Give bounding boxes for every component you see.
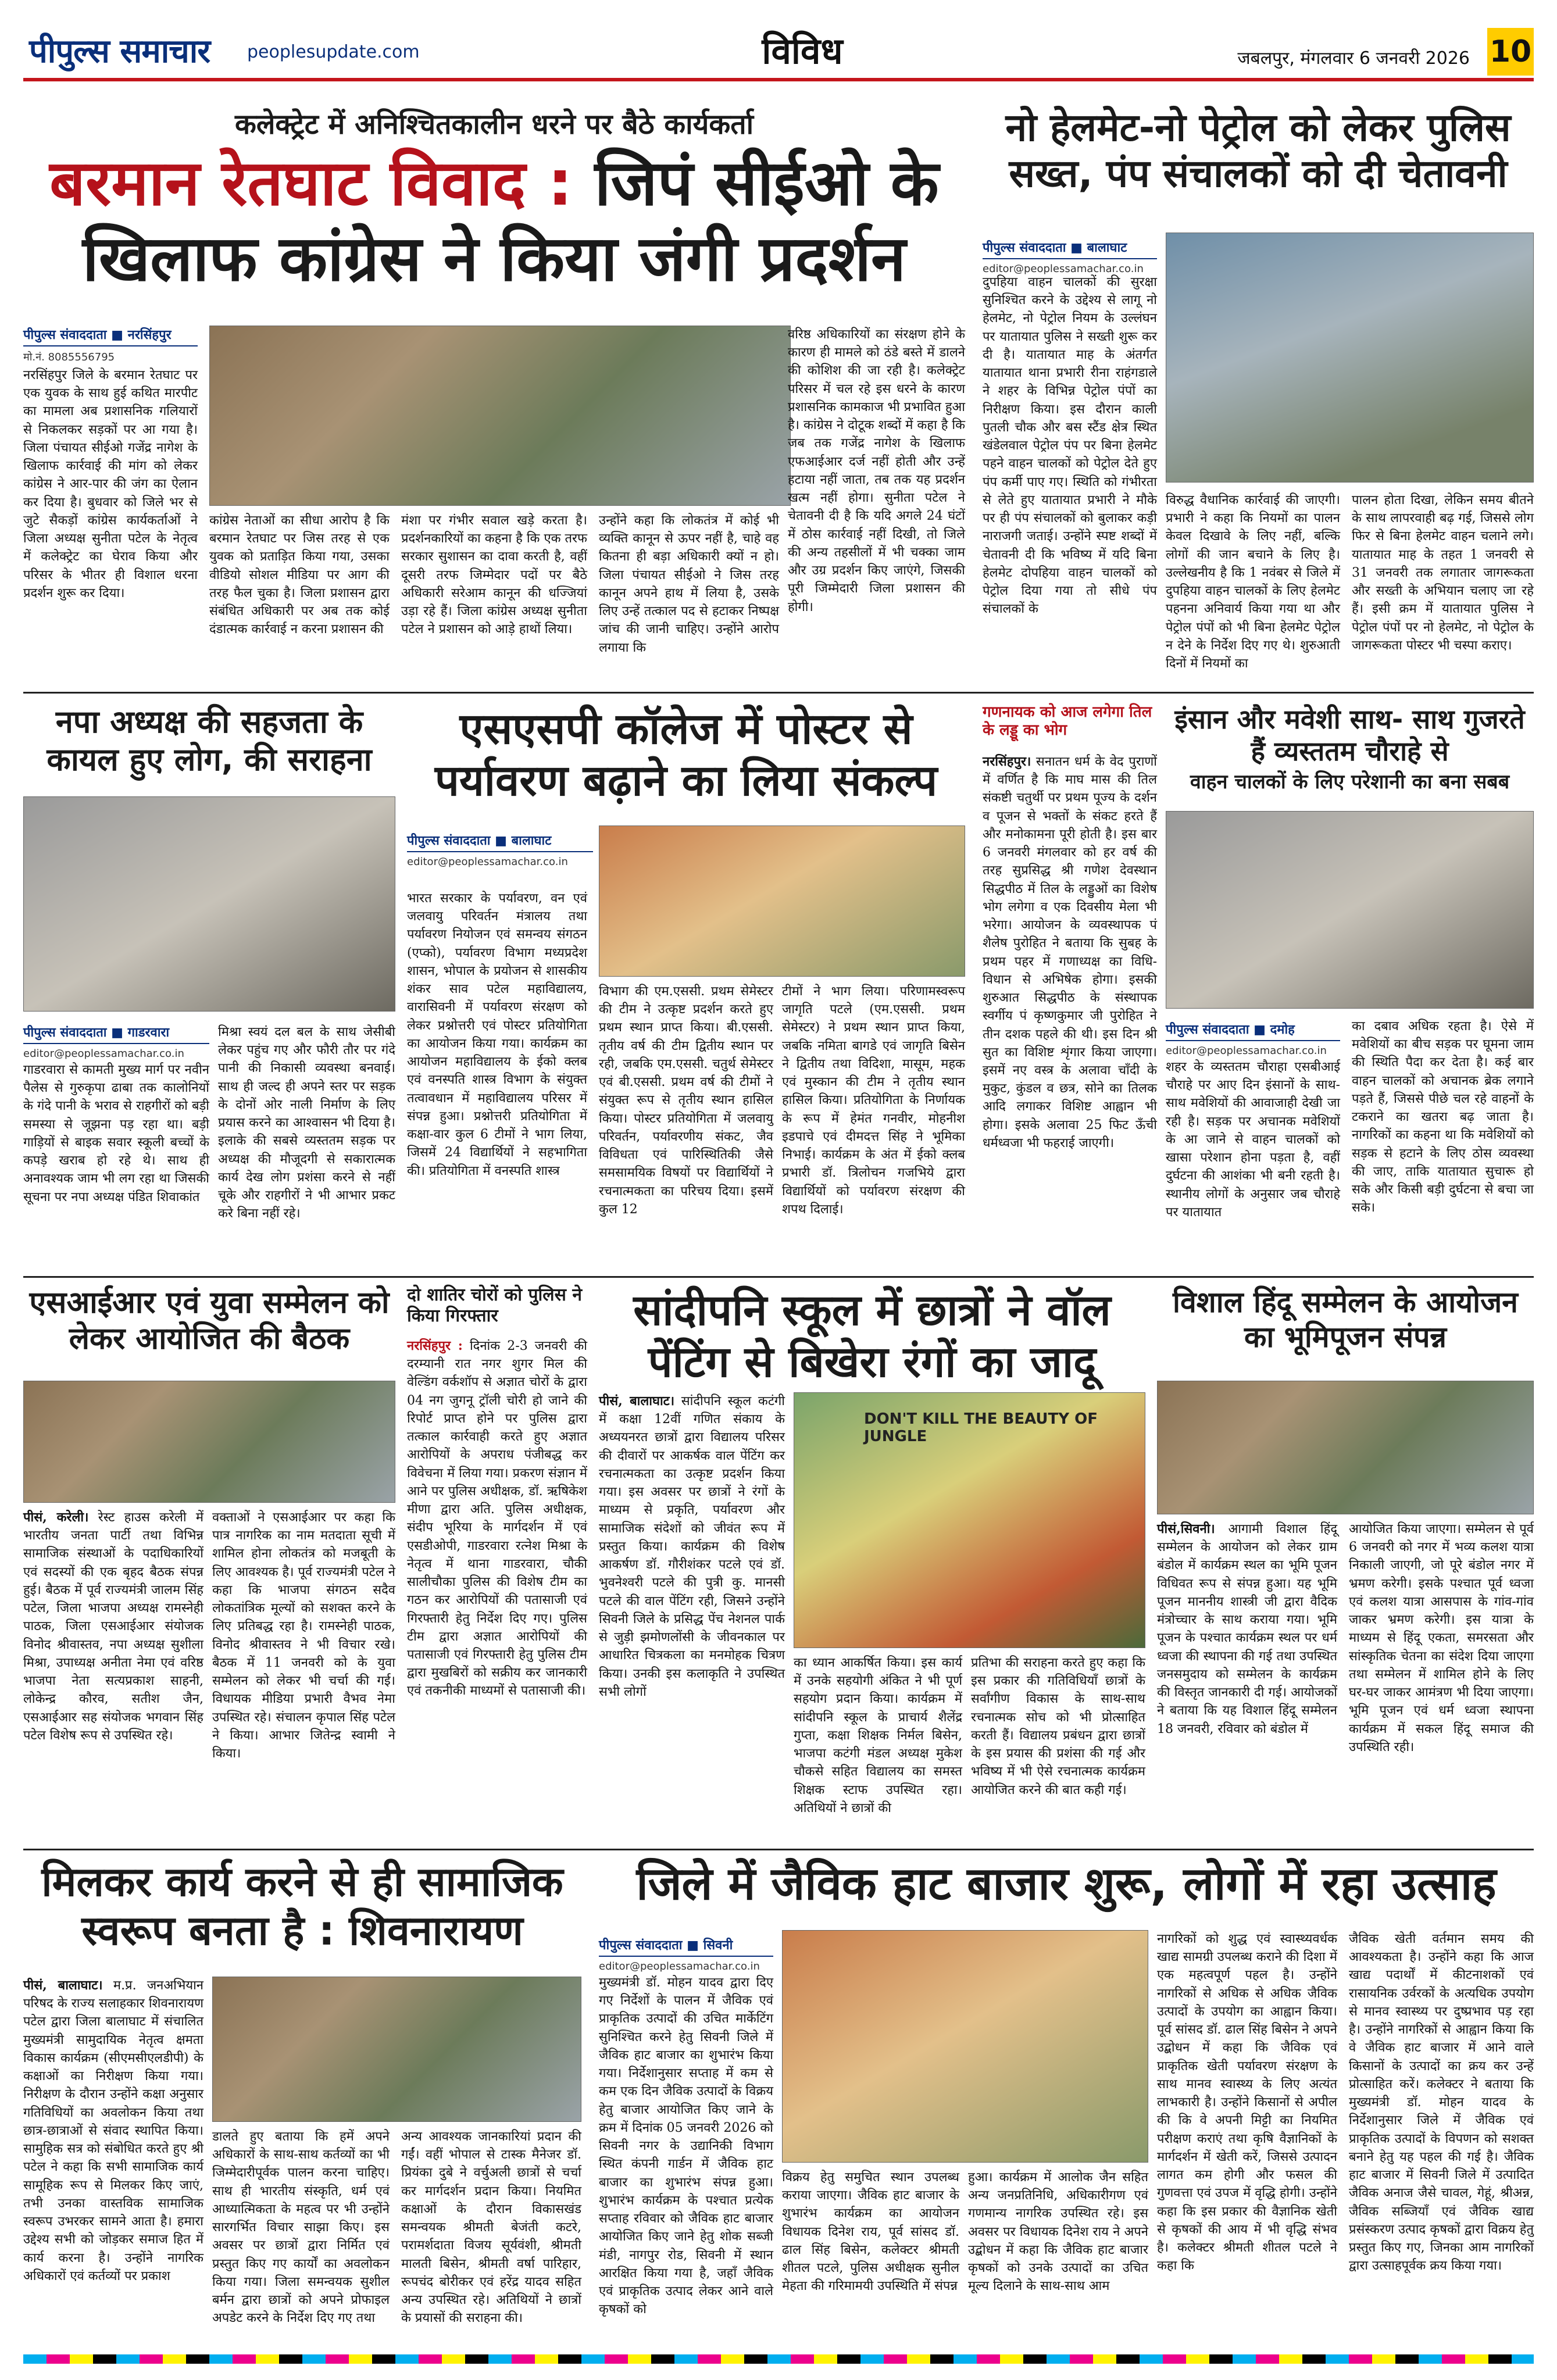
story-column: जैविक खेती वर्तमान समय की आवश्यकता है। उन्होंने कहा कि आज खाद्य पदार्थों में कीटनाशकों एवं रासायनिक उर्वरकों के अत्यधिक उपयोग से मानव स्वास्थ्य पर दुष्प्रभाव पड़ रहा है। उन्होंने नागरिकों से आह्वान किया कि वे जैविक हाट बाजार में आने वाले किसानों के उत्पादों का क्रय कर उन्हें प्रोत्साहित करें। कलेक्टर ने बताया कि मुख्यमंत्री डॉ. मोहन यादव के निर्देशानुसार जिले में जैविक एवं प्राकृतिक उत्पादों के विपणन को सशक्त बनाने हेतु यह पहल की गई है। जैविक हाट बाजार में सिवनी जिले में उत्पादित जैविक अनाज जैसे चावल, गेहूं, श्रीअन्न, जैविक सब्जियाँ एवं जैविक खाद्य प्रसंस्करण उत्पाद कृषकों द्वारा विक्रय हेतु प्रस्तुत किए गए, जिनका आम नागरिकों द्वारा उत्साहपूर्वक क्रय किया गया। [1349, 1932, 1534, 2274]
dateline: पीसं, करेली। [23, 1510, 89, 1525]
bhoomipujan-photo [1157, 1381, 1534, 1514]
section-title: विविध [762, 30, 843, 72]
story-headline: दो शातिर चोरों को पुलिस ने किया गिरफ्तार [407, 1285, 582, 1326]
classroom-photo [212, 1977, 581, 2122]
byline: पीपुल्स संवाददाता ■ गाडरवारा [23, 1021, 209, 1044]
story-column: गाडरवारा से कामती मुख्य मार्ग पर नवीन पैलेस से गुरुकृपा ढाबा तक कालोनियों के गंदे पानी के भराव से राहगीरों को बड़ी समस्या से जूझना पड़ रहा था। बड़ी गाड़ियों से बाइक सवार स्कूली बच्चों के कपड़े खराब हो रहे थे। साथ ही अनावश्यक जाम भी लग रहा था जिसकी सूचना पर नपा अध्यक्ष पंडित शिवाकांत [23, 1063, 209, 1205]
story-text: रेस्ट हाउस करेली में भारतीय जनता पार्टी तथा विभिन्न सामाजिक संस्थाओं के पदाधिकारियों एवं सदस्यों की एक बृहद बैठक संपन्न हुई। बैठक में पूर्व राज्यमंत्री जालम सिंह पटेल, जिला भाजपा अध्यक्ष रामस्नेही पाठक, जिला एसआईआर संयोजक विनोद श्रीवास्तव, नपा अध्यक्ष सुशीला मिश्रा, उपाध्यक्ष अनीता नेमा एवं वरिष्ठ भाजपा नेता सत्यप्रकाश साहनी, लोकेन्द्र कौरव, सतीश जैन, एसआईआर सह संयोजक भगवान सिंह पटेल विशेष रूप से उपस्थित रहे। [23, 1510, 203, 1743]
story-column: हुआ। कार्यक्रम में आलोक जैन सहित अन्य जनप्रतिनिधि, अधिकारीगण एवं गणमान्य नागरिक उपस्थित रहे। इस अवसर पर विधायक दिनेश राय ने अपने उद्बोधन में कहा कि जैविक हाट बाजार कृषकों को उनके उत्पादों का उचित मूल्य दिलाने के साथ-साथ आम [968, 2170, 1148, 2294]
petrol-pump-photo [1166, 233, 1534, 483]
story-column: का ध्यान आकर्षित किया। इस कार्य में उनके सहयोगी अंकित ने भी पूर्ण सहयोग प्रदान किया। कार्यक्रम में सांदीपनि स्कूल के प्राचार्य शैलेंद्र गुप्ता, कक्षा शिक्षक निर्मल बिसेन, भाजपा कटंगी मंडल अध्यक्ष मुकेश चौकसे सहित विद्यालय का समस्त शिक्षक स्टाफ उपस्थित रहा। अतिथियों ने छात्रों की [794, 1656, 962, 1816]
byline: पीपुल्स संवाददाता ■ दमोह [1166, 1018, 1340, 1041]
story-column: उन्होंने कहा कि लोकतंत्र में कोई भी व्यक्ति कानून से ऊपर नहीं है, चाहे वह कितना ही बड़ा अधिकारी क्यों न हो। जिला पंचायत सीईओ ने जिस तरह कानून अपने हाथ में लिया है, उसके लिए उन्हें तत्काल पद से हटाकर निष्पक्ष जांच की जानी चाहिए। उन्होंने आरोप लगाया कि [599, 513, 779, 655]
mural-text: DON'T KILL THE BEAUTY OF JUNGLE [864, 1410, 1098, 1445]
story-text: आगामी विशाल हिंदू सम्मेलन के आयोजन को लेकर ग्राम बंडोल में कार्यक्रम स्थल का भूमि पूजन विधिवत रूप से संपन्न हुआ। यह भूमि पूजन माननीय शास्त्री जी द्वारा वैदिक मंत्रोच्चार के साथ कराया गया। भूमि पूजन के पश्चात कार्यक्रम स्थल पर धर्म ध्वजा की स्थापना की गई तथा उपस्थित जनसमुदाय को सम्मेलन के कार्यक्रम की विस्तृत जानकारी दी गई। आयोजकों ने बताया कि यह विशाल हिंदू सम्मेलन 18 जनवरी, रविवार को बंडोल में [1157, 1522, 1337, 1736]
story-headline: जिले में जैविक हाट बाजार शुरू, लोगों में रहा उत्साह [636, 1858, 1497, 1910]
phone: मो.नं. 8085556795 [23, 351, 115, 363]
story-kicker: कलेक्ट्रेट में अनिश्चितकालीन धरने पर बैठे कार्यकर्ता [234, 108, 754, 141]
story-headline: गणनायक को आज लगेगा तिल के लड्डू का भोग [983, 703, 1152, 739]
story-text: सनातन धर्म के वेद पुराणों में वर्णित है कि माघ मास की तिल संकष्टी चतुर्थी पर प्रथम पूज्य के दर्शन व पूजन से भक्तों के संकट हरते हैं और मनोकामना पूरी होती है। इस बार 6 जनवरी मंगलवार को हर वर्ष की तरह सुप्रसिद्ध श्री गणेश देवस्थान सिद्धपीठ में तिल के लड्डुओं का विशेष भोग लगेगा व एक दिवसीय मेला भी भरेगा। आयोजन के व्यवस्थापक पं शैलेष पुरोहित ने बताया कि सुबह के प्रथम पहर में गणाध्यक्ष का विधि-विधान से अभिषेक होगा। इसकी शुरुआत सिद्धपीठ के संस्थापक स्वर्गीय पं कृष्णकुमार जी पुरोहित ने तीन दशक पहले की थी। इस दिन श्री सुत का विशिष्ट शृंगार किया जाएगा। इसमें नए वस्त्र के अलावा चाँदी के मुकुट, कुंडल व छत्र, सोने का तिलक आदि लगाकर विशिष्ट आह्वान भी होगा। इसके अलावा 25 फिट ऊँची धर्मध्वजा भी फहराई जाएगी। [983, 755, 1157, 1150]
byline: पीपुल्स संवाददाता ■ बालाघाट [407, 829, 593, 852]
story-column: वक्ताओं ने एसआईआर पर कहा कि पात्र नागरिक का नाम मतदाता सूची में शामिल होना लोकतंत्र को मजबूती के लिए आवश्यक है। पूर्व राज्यमंत्री पटेल ने कहा कि भाजपा संगठन सदैव लोकतांत्रिक मूल्यों को सशक्त करने के लिए प्रतिबद्ध रहा है। रामस्नेही पाठक, विनोद श्रीवास्तव ने भी विचार रखे। बैठक में 11 जनवरी को के युवा सम्मेलन को लेकर भी चर्चा की गई। विधायक मीडिया प्रभारी वैभव नेमा उपस्थित रहे। संचालन कृपाल सिंह पटेल ने किया। आभार जितेन्द्र स्वामी ने किया। [212, 1510, 395, 1761]
story-napa-byline [23, 1017, 209, 1058]
edition-date: जबलपुर, मंगलवार 6 जनवरी 2026 [1237, 48, 1470, 69]
headline-main: जिपं सीईओ के खिलाफ कांग्रेस ने किया जंगी प्रदर्शन [82, 147, 939, 295]
divider [23, 692, 1534, 694]
wall-painting-photo [794, 1392, 1145, 1648]
story-column: टीमों ने भाग लिया। परिणामस्वरूप जागृति पटले (एम.एससी. प्रथम सेमेस्टर) ने प्रथम स्थान प्राप्त किया, जबकि नमिता बागडे एवं जागृति बिसेन ने द्वितीय तथा विदिशा, मासूम, महक एवं मुस्कान की टीम ने तृतीय स्थान हासिल किया। प्रतियोगिता के निर्णायक के रूप में हेमंत गनवीर, मोहनीश इडपाचे एवं दीमदत्त सिंह ने भूमिका निभाई। कार्यक्रम के अंत में ईको क्लब प्रभारी डॉ. त्रिलोचन गजभिये द्वारा विद्यार्थियों को पर्यावरण संरक्षण की शपथ दिलाई। [782, 984, 965, 1217]
story-organic-byline [599, 1930, 773, 1971]
byline: पीपुल्स संवाददाता ■ बालाघाट [983, 236, 1157, 259]
masthead [23, 23, 1534, 81]
story-column: शहर के व्यस्ततम चौराहा एसबीआई चौराहे पर आए दिन इंसानों के साथ-साथ मवेशियों की आवाजाही देखी जा रही है। सड़क पर अचानक मवेशियों के आ जाने से वाहन चालकों को खासा परेशान होना पड़ता है, वहीं दुर्घटना की आशंका भी बनी रहती है। स्थानीय लोगों के अनुसार जब चौराहे पर यातायात [1166, 1060, 1340, 1220]
email: editor@peoplessamachar.co.in [407, 856, 568, 868]
story-cattle [1166, 703, 1534, 808]
color-registration-bar [23, 2354, 1534, 2364]
story-column: कांग्रेस नेताओं का सीधा आरोप है कि बरमान रेतघाट पर जिस तरह से एक युवक को प्रताड़ित किया गया, उसका वीडियो सोशल मीडिया पर आग की तरह फैल चुका है। जिला प्रशासन द्वारा संबंधित अधिकारी पर अब तक कोई दंडात्मक कार्रवाई न करना प्रशासन की [209, 513, 390, 637]
dateline: नरसिंहपुर : [407, 1338, 463, 1353]
story-column: दुपहिया वाहन चालकों की सुरक्षा सुनिश्चित करने के उद्देश्य से लागू नो हेलमेट, नो पेट्रोल नियम के उल्लंघन पर यातायात पुलिस ने सख्ती शुरू कर दी है। यातायात माह के अंतर्गत यातायात थाना प्रभारी रीना राहंगडाले ने शहर के विभिन्न पेट्रोल पंपों का निरीक्षण किया। इस दौरान काली पुतली चौक और बस स्टैंड क्षेत्र स्थित खंडेलवाल पेट्रोल पंप पर बिना हेलमेट पहने वाहन चालकों को पेट्रोल देते हुए पंप कर्मी पाए गए। स्थिति को गंभीरता से लेते हुए यातायात प्रभारी ने मौके पर ही पंप संचालकों को बुलाकर कड़ी नाराजगी जताई। उन्होंने स्पष्ट शब्दों में चेतावनी दी कि भविष्य में यदि बिना हेलमेट दोपहिया वाहन चालकों को पेट्रोल दिया गया तो सीधे पंप संचालकों के [983, 275, 1157, 617]
story-ganesh [983, 703, 1157, 750]
byline: पीपुल्स संवाददाता ■ सिवनी [599, 1934, 773, 1957]
organic-market-photo [782, 1930, 1148, 2163]
story-no-helmet-byline [983, 233, 1157, 273]
story-column: अन्य आवश्यक जानकारियां प्रदान की गईं। वहीं भोपाल से टास्क मैनेजर डॉ. प्रियंका दुबे ने वर्चुअली छात्रों से चर्चा कर मार्गदर्शन प्रदान किया। नियमित कक्षाओं के दौरान विकासखंड समन्वयक श्रीमती बेजंती कटरे, परामर्शदाता विजय सूर्यवंशी, श्रीमती मालती बिसेन, श्रीमती वर्षा पारिहार, रूपचंद बोरीकर एवं हरेंद्र यादव सहित अन्य उपस्थित रहे। अतिथियों ने छात्रों के प्रयासों की सराहना की। [401, 2129, 581, 2326]
story-column [23, 1977, 203, 2349]
story-headline: सांदीपनि स्कूल में छात्रों ने वॉल पेंटिंग से बिखेरा रंगों का जादू [633, 1285, 1111, 1387]
story-no-helmet [983, 105, 1534, 244]
story-barman-byline [23, 320, 198, 363]
email: editor@peoplessamachar.co.in [599, 1960, 760, 1972]
road-drain-photo [23, 796, 395, 1012]
story-napa [23, 703, 395, 796]
story-headline: मिलकर कार्य करने से ही सामाजिक स्वरूप बनता है : शिवनारायण [41, 1858, 563, 1954]
story-column: नागरिकों को शुद्ध एवं स्वास्थ्यवर्धक खाद्य सामग्री उपलब्ध कराने की दिशा में एक महत्वपूर्ण पहल है। उन्होंने नागरिकों से अधिक से अधिक जैविक उत्पादों के उपयोग का आह्वान किया। पूर्व सांसद डॉ. ढाल सिंह बिसेन ने अपने उद्बोधन में कहा कि जैविक एवं प्राकृतिक खेती पर्यावरण संरक्षण के साथ मानव स्वास्थ्य के लिए अत्यंत लाभकारी है। उन्होंने किसानों से अपील की कि वे अपनी मिट्टी का नियमित परीक्षण कराएं तथा कृषि वैज्ञानिकों के मार्गदर्शन में खेती करें, जिससे उत्पादन लागत कम होगी और फसल की गुणवत्ता एवं उपज में वृद्धि होगी। उन्होंने कहा कि इस प्रकार की वैज्ञानिक खेती से कृषकों की आय में भी वृद्धि संभव है। कलेक्टर श्रीमती शीतल पटले ने कहा कि [1157, 1932, 1337, 2274]
story-column: का दबाव अधिक रहता है। ऐसे में मवेशियों का बीच सड़क पर घूमना जाम की स्थिति पैदा कर देता है। कई बार वाहन चालकों को अचानक ब्रेक लगाने पड़ते हैं, जिससे पीछे चल रहे वाहनों के टकराने का खतरा बढ़ जाता है। नागरिकों का कहना था कि मवेशियों को सड़क से हटाने के लिए ठोस व्यवस्था की जाए, ताकि यातायात सुचारू हो सके और किसी बड़ी दुर्घटना से बचा जा सके। [1352, 1019, 1534, 1216]
story-column: नरसिंहपुर जिले के बरमान रेतघाट पर एक युवक के साथ हुई कथित मारपीट का मामला अब प्रशासनिक गलियारों से निकलकर सड़कों पर आ गया है। जिला पंचायत सीईओ गजेंद्र नागेश के खिलाफ कार्रवाई की मांग को लेकर कांग्रेस ने आर-पार की जंग का ऐलान कर दिया है। बुधवार को जिले भर से जुटे सैकड़ों कांग्रेस कार्यकर्ताओं ने जिला अध्यक्ष सुनीता पटेल के नेतृत्व में कलेक्ट्रेट का घेराव किया और परिसर के भीतर ही विशाल धरना प्रदर्शन शुरू कर दिया। [23, 368, 198, 601]
story-column [407, 1337, 587, 1840]
story-text: दिनांक 2-3 जनवरी की दरम्यानी रात नगर शुगर मिल की वेल्डिंग वर्कशॉप से अज्ञात चोरों के द्वारा 04 नग जुगनू ट्रॉली चोरी हो जाने की रिपोर्ट प्राप्त होने पर पुलिस द्वारा तत्काल कार्रवाही करते हुए अज्ञात आरोपियों के अपराध पंजीबद्ध कर विवेचना में लिया गया। प्रकरण संज्ञान में आने पर पुलिस अधीक्षक, डॉ. ऋषिकेश मीणा द्वारा अति. पुलिस अधीक्षक, संदीप भूरिया के मार्गदर्शन में एवं एसडीओपी, गाडरवारा रत्नेश मिश्रा के नेतृत्व में थाना गाडरवारा, चौकी सालीचौका पुलिस की विशेष टीम का गठन कर आरोपियों की पतासाजी एवं गिरफ्तारी हेतु निर्देश दिए गए। पुलिस टीम द्वारा अज्ञात आरोपियों की पतासाजी एवं गिरफ्तारी हेतु पुलिस टीम द्वारा मुखबिरों को सक्रीय कर जानकारी एवं तकनीकी माध्यमों से पतासाजी की। [407, 1339, 587, 1699]
story-text: म.प्र. जनअभियान परिषद के राज्य सलाहकार शिवनारायण पटेल द्वारा जिला बालाघाट में संचालित मुख्यमंत्री सामुदायिक नेतृत्व क्षमता विकास कार्यक्रम (सीएमसीएलडीपी) के कक्षाओं का निरीक्षण किया गया। निरीक्षण के दौरान उन्होंने कक्षा अनुसार गतिविधियों का अवलोकन किया तथा छात्र-छात्राओं से संवाद स्थापित किया। सामुहिक सत्र को संबोधित करते हुए श्री पटेल ने कहा कि सभी सामाजिक कार्य सामूहिक रूप से मिलकर किए जाएं, तभी उनका वास्तविक सामाजिक स्वरूप उभरकर सामने आता है। हमारा उद्देश्य सभी को जोड़कर समाज हित में कार्य करना है। उन्होंने नागरिक अधिकारों एवं कर्तव्यों पर प्रकाश [23, 1978, 203, 2283]
story-sir-meeting [23, 1285, 395, 1378]
story-organic-market [599, 1857, 1534, 1927]
site-url[interactable]: peoplesupdate.com [247, 42, 420, 62]
story-column: मुख्यमंत्री डॉ. मोहन यादव द्वारा दिए गए निर्देशों के पालन में जैविक एवं प्राकृतिक उत्पादों की उचित मार्केटिंग सुनिश्चित करने हेतु सिवनी जिले में जैविक हाट बाजार का शुभारंभ किया गया। निर्देशानुसार सप्ताह में कम से कम एक दिन जैविक उत्पादों के विक्रय हेतु बाजार आयोजित किए जाने के क्रम में दिनांक 05 जनवरी 2026 को सिवनी नगर के उद्यानिकी विभाग स्थित कंपनी गार्डन में जैविक हाट बाजार का शुभारंभ संपन्न हुआ। शुभारंभ कार्यक्रम के पश्चात प्रत्येक सप्ताह रविवार को जैविक हाट बाजार आयोजित किए जाने हेतु शोक सब्जी मंडी, नागपुर रोड, सिवनी में स्थान आरक्षित किया गया है, जहाँ जैविक एवं प्राकृतिक उत्पाद लेकर आने वाले कृषकों को [599, 1975, 773, 2317]
story-wall-painting [599, 1285, 1145, 1389]
email: editor@peoplessamachar.co.in [23, 1048, 184, 1060]
poster-competition-photo [599, 826, 965, 977]
story-ssp-byline [407, 826, 593, 866]
story-column: भारत सरकार के पर्यावरण, वन एवं जलवायु परिवर्तन मंत्रालय तथा पर्यावरण नियोजन एवं समन्वय संगठन (एप्को), पर्यावरण विभाग मध्यप्रदेश शासन, भोपाल के प्रयोजन से शासकीय शंकर साव पटेल महाविद्यालय, वारासिवनी में पर्यावरण संरक्षण को लेकर प्रश्नोत्तरी एवं पोस्टर प्रतियोगिता का आयोजन किया गया। कार्यक्रम का आयोजन महाविद्यालय के ईको क्लब एवं वनस्पति शास्त्र विभाग के संयुक्त तत्वावधान में महाविद्यालय परिसर में संपन्न हुआ। प्रश्नोत्तरी प्रतियोगिता में कक्षा-वार कुल 6 टीमों ने भाग लिया, जिसमें 24 विद्यार्थियों ने सहभागिता की। प्रतियोगिता में वनस्पति शास्त्र [407, 891, 587, 1178]
story-thieves [407, 1285, 587, 1337]
story-column: विक्रय हेतु समुचित स्थान उपलब्ध कराया जाएगा। जैविक हाट बाजार के शुभारंभ कार्यक्रम का आयोजन विधायक दिनेश राय, पूर्व सांसद डॉ. ढाल सिंह बिसेन, कलेक्टर श्रीमती शीतल पटले, पुलिस अधीक्षक सुनील मेहता की गरिमामयी उपस्थिति में संपन्न [782, 2170, 959, 2294]
story-column [983, 753, 1157, 1267]
cattle-crossing-photo [1166, 811, 1534, 1009]
dateline: पीसं,सिवनी। [1157, 1521, 1215, 1536]
story-cattle-byline [1166, 1014, 1340, 1055]
story-column: विभाग की एम.एससी. प्रथम सेमेस्टर की टीम ने उत्कृष्ट प्रदर्शन करते हुए प्रथम स्थान प्राप्त किया। बी.एससी. तृतीय वर्ष की टीम द्वितीय स्थान पर रही, जबकि एम.एससी. चतुर्थ सेमेस्टर एवं बी.एससी. प्रथम वर्ष की टीमों ने संयुक्त रूप से तृतीय स्थान हासिल किया। पोस्टर प्रतियोगिता में जलवायु परिवर्तन, पर्यावरणीय संकट, जैव विविधता एवं पारिस्थितिकी जैसे समसामयिक विषयों पर विद्यार्थियों ने रचनात्मकता का परिचय दिया। इसमें कुल 12 [599, 984, 773, 1217]
story-headline [23, 146, 965, 296]
story-column: डालते हुए बताया कि हमें अपने अधिकारों के साथ-साथ कर्तव्यों का भी जिम्मेदारीपूर्वक पालन करना चाहिए। साथ ही भारतीय संस्कृति, धर्म एवं आध्यात्मिकता के महत्व पर भी उन्होंने सारगर्भित विचार साझा किए। इस अवसर पर छात्रों द्वारा निर्मित एवं प्रस्तुत किए गए कार्यों का अवलोकन किया गया। जिला समन्वयक सुशील बर्मन द्वारा छात्रों को अपने प्रोफाइल अपडेट करने के निर्देश दिए गए तथा [212, 2129, 390, 2326]
email: editor@peoplessamachar.co.in [983, 263, 1144, 275]
story-text: सांदीपनि स्कूल कटंगी में कक्षा 12वीं गणित संकाय के अध्ययनरत छात्रों द्वारा विद्यालय परिसर की दीवारों पर आकर्षक वाल पेंटिंग कर रचनात्मकता का उत्कृष्ट प्रदर्शन किया गया। इस अवसर पर छात्रों ने रंगों के माध्यम से प्रकृति, पर्यावरण और सामाजिक संदेशों को जीवंत रूप में प्रस्तुत किया। कार्यक्रम की विशेष आकर्षण डॉ. गौरीशंकर पटले एवं डॉ. भुवनेश्वरी पटले की पुत्री कु. मानसी पटले की वाल पेंटिंग रही, जिसने उन्होंने सिवनी जिले के प्रसिद्ध पेंच नेशनल पार्क से जुड़ी झमोणलोंसी के जीवनकाल पर आधारित चित्रकला का मनमोहक चित्रण किया। उनकी इस कलाकृति ने उपस्थित सभी लोगों [599, 1394, 785, 1699]
story-headline: विशाल हिंदू सम्मेलन के आयोजन का भूमिपूजन संपन्न [1173, 1285, 1518, 1354]
byline: पीपुल्स संवाददाता ■ नरसिंहपुर [23, 323, 198, 346]
dateline: नरसिंहपुर। [983, 754, 1031, 769]
story-column: वरिष्ठ अधिकारियों का संरक्षण होने के कारण ही मामले को ठंडे बस्ते में डालने की कोशिश की जा रही है। कलेक्ट्रेट परिसर में चल रहे इस धरने के कारण प्रशासनिक कामकाज भी प्रभावित हुआ है। कांग्रेस ने दोटूक शब्दों में कहा है कि जब तक गजेंद्र नागेश के खिलाफ एफआईआर दर्ज नहीं होती और उन्हें हटाया नहीं जाता, तब तक यह प्रदर्शन खत्म नहीं होगा। सुनीता पटेल ने चेतावनी दी है कि यदि अगले 24 घंटों में ठोस कार्रवाई नहीं दिखी, तो जिले की अन्य तहसीलों में भी चक्का जाम और उग्र प्रदर्शन किए जाएंगे, जिसकी पूरी जिम्मेदारी जिला प्रशासन की होगी। [788, 327, 965, 614]
story-headline: इंसान और मवेशी साथ- साथ गुजरते हैं व्यस्ततम चौराहे से [1174, 703, 1525, 767]
story-hindu-sammelan [1157, 1285, 1534, 1378]
story-shivnarayan [23, 1857, 581, 1974]
story-column: विरुद्ध वैधानिक कार्रवाई की जाएगी। प्रभारी ने कहा कि नियमों का पालन केवल दिखावे के लिए नहीं, बल्कि लोगों की जान बचाने के लिए है। उल्लेखनीय है कि 1 नवंबर से जिले में दुपहिया वाहन चालकों के लिए हेलमेट पहनना अनिवार्य किया गया था और पेट्रोल पंपों को भी बिना हेलमेट पेट्रोल न देने के निर्देश दिए गए थे। शुरुआती दिनों में नियमों का [1166, 493, 1340, 671]
page-number: 10 [1487, 28, 1534, 76]
story-headline: नपा अध्यक्ष की सहजता के कायल हुए लोग, की सराहना [47, 703, 372, 778]
story-headline: एसआईआर एवं युवा सम्मेलन को लेकर आयोजित की बैठक [29, 1285, 390, 1357]
story-column: पालन होता दिखा, लेकिन समय बीतने के साथ लापरवाही बढ़ गई, जिससे लोग फिर से बिना हेलमेट वाहन चलाने लगे। यातायात माह के तहत 1 जनवरी से 31 जनवरी तक लगातार जागरूकता और सख्ती के अभियान चलाए जा रहे हैं। इसी क्रम में यातायात पुलिस ने पेट्रोल पंपों पर नो हेलमेट, नो पेट्रोल के जागरूकता पोस्टर भी चस्पा कराए। [1352, 493, 1534, 653]
meeting-photo [23, 1381, 395, 1503]
story-column: मिश्रा स्वयं दल बल के साथ जेसीबी लेकर पहुंच गए और फौरी तौर पर गंदे पानी की निकासी व्यवस्था बनवाई। साथ ही जल्द ही अपने स्तर पर सड़क के दोनों ओर नाली निर्माण के लिए प्रयास करने का आश्वासन भी दिया है। इलाके की सबसे व्यस्ततम सड़क पर अध्यक्ष की मौजूदगी से सकारात्मक कार्य देख लोग प्रशंसा करने से नहीं चूके और राहगीरों ने भी आभार प्रकट करे बिना नहीं रहे। [218, 1025, 395, 1221]
email: editor@peoplessamachar.co.in [1166, 1045, 1327, 1057]
story-headline: एसएसपी कॉलेज में पोस्टर से पर्यावरण बढ़ाने का लिया संकल्प [434, 704, 938, 806]
story-column [23, 1509, 203, 1840]
divider [23, 1276, 1534, 1278]
headline-red: बरमान रेतघाट विवाद : [49, 147, 573, 220]
story-column: आयोजित किया जाएगा। सम्मेलन से पूर्व 6 जनवरी को नगर में भव्य कलश यात्रा निकाली जाएगी, जो पूरे बंडोल नगर में भ्रमण करेगी। इसके पश्चात पूर्व ध्वजा एवं कलश यात्रा आसपास के गांव-गांव जाकर भ्रमण करेगी। इस यात्रा के माध्यम से हिंदू एकता, समरसता और सांस्कृतिक चेतना का संदेश दिया जाएगा तथा सम्मेलन में शामिल होने के लिए घर-घर जाकर आमंत्रण भी दिया जाएगा। भूमि पूजन एवं धर्म ध्वजा स्थापना कार्यक्रम में सकल हिंदू समाज की उपस्थिति रही। [1349, 1522, 1534, 1754]
story-ssp-college [407, 703, 965, 820]
story-column [599, 1392, 785, 1840]
story-column: मंशा पर गंभीर सवाल खड़े करता है। प्रदर्शनकारियों का कहना है कि एक तरफ सरकार सुशासन का दावा करती है, वहीं दूसरी तरफ जिम्मेदार पदों पर बैठे अधिकारी सरेआम कानून की धज्जियां उड़ा रहे हैं। जिला कांग्रेस अध्यक्ष सुनीता पटेल ने प्रशासन को आड़े हाथों लिया। [401, 513, 587, 637]
newspaper-logo[interactable]: पीपुल्स समाचार [29, 33, 210, 70]
story-column: प्रतिभा की सराहना करते हुए कहा कि इस प्रकार की गतिविधियाँ छात्रों के सर्वांगीण विकास के साथ-साथ रचनात्मक सोच को भी प्रोत्साहित करती हैं। विद्यालय प्रबंधन द्वारा छात्रों के इस प्रयास की प्रशंसा की गई और भविष्य में भी ऐसे रचनात्मक कार्यक्रम आयोजित करने की बात कही गई। [971, 1656, 1145, 1797]
story-column [1157, 1520, 1337, 1840]
dateline: पीसं, बालाघाट। [23, 1978, 103, 1993]
story-subheading: वाहन चालकों के लिए परेशानी का बना सबब [1190, 770, 1510, 794]
divider [23, 1849, 1534, 1850]
dateline: पीसं, बालाघाट। [599, 1393, 675, 1409]
story-headline: नो हेलमेट-नो पेट्रोल को लेकर पुलिस सख्त, पंप संचालकों को दी चेतावनी [1005, 105, 1511, 196]
